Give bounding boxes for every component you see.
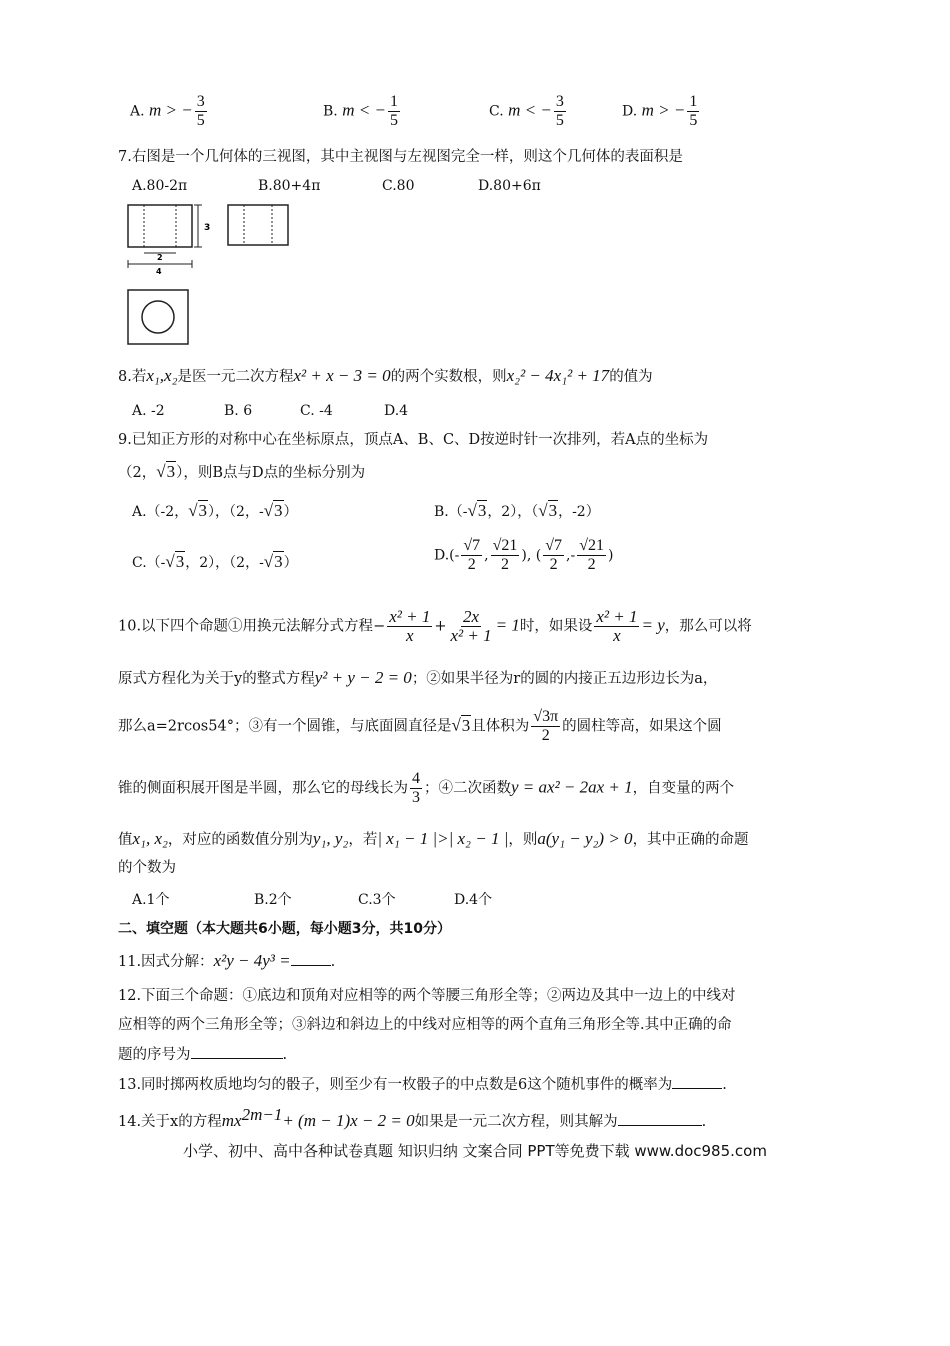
q10-option-a: A.1个 [132,892,170,908]
dim-height-label: 3 [204,223,211,233]
section-2-heading: 二、填空题（本大题共6小题，每小题3分，共10分） [118,921,451,937]
q9-option-b: B.（-√3，2），（√3，-2） [434,501,600,520]
q9-option-d: D.(- $\frac{√7}{2}$ , $\frac{√21}{2}$ ), ( $\frac{√7}{2}$ ,- $\frac{√21}{2}$ ) [434,537,614,573]
q8-option-b: B. 6 [224,403,253,419]
q10-option-b: B.2个 [254,892,292,908]
q6-option-d: D. m > − $\frac{1}{5}$ [622,93,698,129]
q6-option-b: B. m < − $\frac{1}{5}$ [323,93,398,129]
q14: 14.关于x的方程$mx^{2m-1}+ (m - 1)x - 2 = 0$如果是一元二次方程，则其解为 . [118,1105,707,1130]
q13-answer-blank [672,1074,722,1089]
q8-option-a: A. -2 [132,403,165,419]
q14-answer-blank [618,1111,702,1126]
q10-line-1: 10.以下四个命题①用换元法解分式方程− $\frac{\text{x² + 1}}{x}$ + $\frac{2x}{\text{x² + 1}}$ = 1时，如果设 $\frac{\text{x² + 1}}{x}$ = y，那么可以将 [118,607,752,645]
q12-line-3: 题的序号为 . [118,1044,287,1065]
q10-option-d: D.4个 [454,892,493,908]
dim-inner-label: 2 [157,253,163,262]
q8-stem: 8.若x₁,x₂是医一元二次方程x² + x − 3 = 0的两个实数根，则x₂² − 4x₁² + 17的值为 [118,366,653,385]
q10-line-4: 锥的侧面积展开图是半圆，那么它的母线长为 $\frac{4}{3}$ ；④二次函数y = ax² − 2ax + 1，自变量的两个 [118,770,735,806]
q6-option-c: C. m < − $\frac{3}{5}$ [489,93,564,129]
three-view-figure [120,200,300,350]
side-view [228,205,288,245]
q11-answer-blank [291,951,331,966]
q7-option-d: D.80+6π [478,178,541,194]
q9-option-a: A.（-2，√3），（2，-√3） [132,501,298,520]
q7-option-c: C.80 [382,178,415,194]
q9-option-c: C.（-√3，2），（2，-√3） [132,552,298,571]
q6-option-a: A. m > − $\frac{3}{5}$ [130,93,205,129]
q10-line-2: 原式方程化为关于y的整式方程y² + y − 2 = 0；②如果半径为r的圆的内接正五边形边长为a， [118,668,718,687]
q12-answer-blank [191,1044,283,1059]
q9-stem: 9.已知正方形的对称中心在坐标原点，顶点A、B、C、D按逆时针一次排列，若A点的坐标为 [118,432,709,448]
q12-line-1: 12.下面三个命题：①底边和顶角对应相等的两个等腰三角形全等；②两边及其中一边上的中线对 [118,988,736,1004]
q8-option-c: C. -4 [300,403,333,419]
dim-width-label: 4 [156,267,162,276]
q13: 13.同时掷两枚质地均匀的骰子，则至少有一枚骰子的中点数是6这个随机事件的概率为 . [118,1074,727,1095]
q7-option-b: B.80+4π [258,178,321,194]
q8-option-d: D.4 [384,403,409,419]
q10-line-5: 值x₁, x₂，对应的函数值分别为y₁, y₂，若| x₁ − 1 |>| x₂ − 1 |，则a(y₁ − y₂) > 0，其中正确的命题 [118,829,749,848]
front-view [128,205,210,276]
top-view [128,290,188,344]
q11: 11.因式分解：x²y − 4y³ = . [118,951,336,970]
q10-line-3: 那么a=2rcos54°；③有一个圆锥，与底面圆直径是√3且体积为 $\frac{√3\pi}{2}$ 的圆柱等高，如果这个圆 [118,708,722,744]
footer-banner: 小学、初中、高中各种试卷真题 知识归纳 文案合同 PPT等免费下载 www.doc985.com [183,1142,767,1160]
q7-stem: 7.右图是一个几何体的三视图，其中主视图与左视图完全一样，则这个几何体的表面积是 [118,149,683,165]
q10-line-6: 的个数为 [118,860,176,876]
q9-stem-2: （2，√3），则B点与D点的坐标分别为 [118,462,366,481]
q12-line-2: 应相等的两个三角形全等；③斜边和斜边上的中线对应相等的两个直角三角形全等.其中正确的命 [118,1017,732,1033]
q7-option-a: A.80-2π [132,178,188,194]
q10-option-c: C.3个 [358,892,396,908]
